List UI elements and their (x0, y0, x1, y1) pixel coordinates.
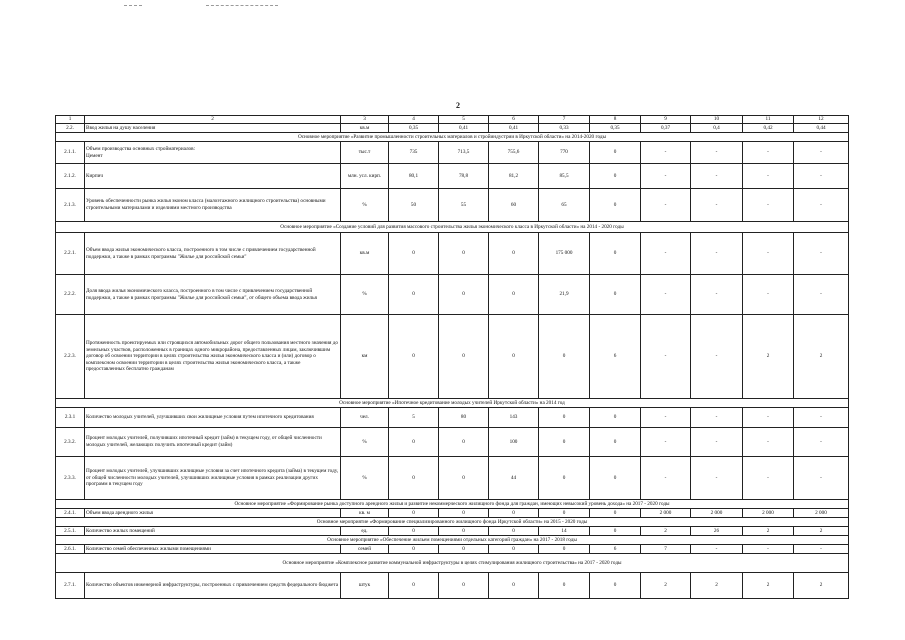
value-cell: - (691, 233, 743, 275)
row-number: 2.4.1. (56, 509, 85, 518)
value-cell: - (743, 428, 794, 457)
section-title: Основное мероприятие «Формирование рынка доступного арендного жилья и развитие некоммерческого жилищного фонда для граждан, имеющих невысокий уровень дохода» на 2017 - 2020 годы (56, 500, 849, 509)
row-number: 2.1.2. (56, 164, 85, 189)
value-cell: 5 (389, 408, 439, 428)
value-cell: - (691, 315, 743, 399)
value-cell: - (743, 545, 794, 554)
value-cell: 0 (590, 164, 641, 189)
indicator-name: Кирпич (85, 164, 341, 189)
column-number-cell: 6 (489, 116, 539, 124)
value-cell: - (641, 428, 691, 457)
value-cell: - (691, 428, 743, 457)
table-row (56, 408, 849, 428)
value-cell: 2 (794, 527, 849, 536)
value-cell: 0 (439, 315, 489, 399)
value-cell: 0 (539, 428, 590, 457)
value-cell: 0 (489, 545, 539, 554)
value-cell: 60 (489, 189, 539, 222)
table-row (56, 315, 849, 399)
value-cell: - (691, 189, 743, 222)
value-cell: 2 (641, 527, 691, 536)
value-cell: 143 (489, 408, 539, 428)
value-cell: 0 (439, 545, 489, 554)
value-cell: - (794, 233, 849, 275)
table-row (56, 189, 849, 222)
indicator-name: Процент молодых учителей, улучшивших жилищные условия за счет ипотечного кредита (займа) в текущем году, от общей численности молодых учителей, улучшивших жилищные условия в рамках реализации других программ в текущем году (85, 457, 341, 500)
value-cell: 0 (439, 233, 489, 275)
value-cell: 6 (590, 315, 641, 399)
column-number-cell: 3 (341, 116, 389, 124)
unit-cell: чел. (341, 408, 389, 428)
section-row (56, 554, 849, 573)
column-number-row (56, 116, 849, 124)
row-number: 2.3.1 (56, 408, 85, 428)
indicators-table (55, 115, 849, 599)
row-number: 2.2.3. (56, 315, 85, 399)
unit-cell: млн. усл. кирп. (341, 164, 389, 189)
value-cell: 2 (794, 573, 849, 599)
row-number: 2.6.1. (56, 545, 85, 554)
value-cell: - (794, 545, 849, 554)
table-row (56, 457, 849, 500)
value-cell: - (641, 164, 691, 189)
section-row (56, 536, 849, 545)
value-cell: 735 (389, 142, 439, 164)
value-cell: 0 (439, 527, 489, 536)
value-cell: 0 (389, 275, 439, 315)
value-cell: - (641, 408, 691, 428)
value-cell: 0 (439, 275, 489, 315)
indicator-name: Количество семей обеспеченных жилыми помещениями (85, 545, 341, 554)
value-cell: 0 (590, 527, 641, 536)
value-cell: 85,5 (539, 164, 590, 189)
scan-mark-right (206, 5, 278, 6)
value-cell: 2 (743, 527, 794, 536)
value-cell: 0 (590, 142, 641, 164)
value-cell: 2 (743, 315, 794, 399)
value-cell: 0 (389, 509, 439, 518)
value-cell: 7 (641, 545, 691, 554)
value-cell: - (691, 142, 743, 164)
value-cell: 14 (539, 527, 590, 536)
value-cell: 0 (489, 315, 539, 399)
section-row (56, 399, 849, 408)
value-cell: - (794, 428, 849, 457)
row-number: 2.1.1. (56, 142, 85, 164)
value-cell: 0,41 (489, 124, 539, 133)
value-cell: 0 (539, 315, 590, 399)
column-number-cell: 10 (691, 116, 743, 124)
value-cell: 78,8 (439, 164, 489, 189)
value-cell: 0 (389, 457, 439, 500)
value-cell: - (794, 408, 849, 428)
value-cell: 2 (794, 315, 849, 399)
unit-cell: % (341, 457, 389, 500)
value-cell: 0,35 (590, 124, 641, 133)
value-cell: 0 (489, 509, 539, 518)
table-row (56, 527, 849, 536)
value-cell: - (641, 189, 691, 222)
table-row (56, 573, 849, 599)
row-number: 2.3.2. (56, 428, 85, 457)
unit-cell: тыс.т (341, 142, 389, 164)
value-cell: 0 (539, 457, 590, 500)
value-cell: - (743, 408, 794, 428)
value-cell: - (794, 164, 849, 189)
value-cell: 713,5 (439, 142, 489, 164)
page-number: 2 (456, 101, 460, 110)
column-number-cell: 1 (56, 116, 85, 124)
unit-cell: семей (341, 545, 389, 554)
value-cell: 0 (539, 573, 590, 599)
value-cell: 0 (439, 428, 489, 457)
value-cell: 0 (389, 527, 439, 536)
indicator-name: Объем ввода арендного жилья (85, 509, 341, 518)
section-row (56, 500, 849, 509)
value-cell: - (641, 233, 691, 275)
indicator-name: Количество молодых учителей, улучшивших свои жилищные условия путем ипотечного кредитования (85, 408, 341, 428)
section-title: Основное мероприятие «Создание условий для развития массового строительства жилья экономического класса в Иркутской области» на 2014 - 2020 годы (56, 222, 849, 233)
value-cell: - (794, 189, 849, 222)
value-cell: 2 000 (641, 509, 691, 518)
value-cell: 0 (389, 545, 439, 554)
value-cell: 2 (691, 573, 743, 599)
value-cell: - (641, 315, 691, 399)
unit-cell: штук (341, 573, 389, 599)
value-cell: 0 (489, 527, 539, 536)
value-cell: 0 (439, 573, 489, 599)
indicator-name: Количество жилых помещений (85, 527, 341, 536)
column-number-cell: 5 (439, 116, 489, 124)
value-cell: - (691, 408, 743, 428)
section-row (56, 222, 849, 233)
column-number-cell: 11 (743, 116, 794, 124)
value-cell: 0,44 (794, 124, 849, 133)
row-number: 2.2.1. (56, 233, 85, 275)
row-number: 2.1.3. (56, 189, 85, 222)
column-number-cell: 2 (85, 116, 341, 124)
value-cell: 2 (743, 573, 794, 599)
column-number-cell: 8 (590, 116, 641, 124)
table-row (56, 509, 849, 518)
value-cell: 80,1 (389, 164, 439, 189)
unit-cell: % (341, 275, 389, 315)
column-number-cell: 9 (641, 116, 691, 124)
indicator-name: Процент молодых учителей, получивших ипотечный кредит (займ) в текущем году, от общей численности молодых учителей, желающих получить ипотечный кредит (займ) (85, 428, 341, 457)
value-cell: - (691, 545, 743, 554)
unit-cell: % (341, 428, 389, 457)
column-number-cell: 4 (389, 116, 439, 124)
value-cell: 2 000 (794, 509, 849, 518)
indicator-name: Объем ввода жилья экономического класса, построенного в том числе с привлечением государственной поддержки, а также в рамках программы "Жилье для российской семьи" (85, 233, 341, 275)
value-cell: 0 (389, 573, 439, 599)
row-number: 2.2.2. (56, 275, 85, 315)
value-cell: 55 (439, 189, 489, 222)
value-cell: - (641, 275, 691, 315)
scan-mark-left (124, 5, 142, 6)
value-cell: 26 (691, 527, 743, 536)
value-cell: - (691, 457, 743, 500)
value-cell: 0 (590, 275, 641, 315)
value-cell: - (743, 164, 794, 189)
section-row (56, 518, 849, 527)
value-cell: 0,41 (439, 124, 489, 133)
value-cell: 6 (590, 545, 641, 554)
value-cell: 0 (590, 233, 641, 275)
value-cell: 2 000 (691, 509, 743, 518)
row-number: 2.2. (56, 124, 85, 133)
value-cell: 0 (590, 573, 641, 599)
value-cell: 100 (489, 428, 539, 457)
value-cell: 0 (590, 408, 641, 428)
section-title: Основное мероприятие «Обеспечение жильем помещениями отдельных категорий граждан» на 2017 - 2018 годы (56, 536, 849, 545)
unit-cell: км (341, 315, 389, 399)
indicator-name: Доля ввода жилья экономического класса, построенного в том числе с привлечением государственной поддержки, а также в рамках программы "Жилье для российской семьи", от общего объема ввода жилья (85, 275, 341, 315)
section-title: Основное мероприятие «Развитие промышленности строительных материалов и стройиндустрии в Иркутской области» на 2014-2020 годы (56, 133, 849, 142)
table-body (56, 116, 849, 599)
value-cell: - (691, 275, 743, 315)
value-cell: 0 (439, 457, 489, 500)
column-number-cell: 7 (539, 116, 590, 124)
value-cell: 0 (590, 189, 641, 222)
unit-cell: ед. (341, 527, 389, 536)
value-cell: 0 (489, 573, 539, 599)
row-number: 2.5.1. (56, 527, 85, 536)
table-row (56, 545, 849, 554)
value-cell: 81,2 (489, 164, 539, 189)
value-cell: 0 (389, 428, 439, 457)
indicator-name: Уровень обеспеченности рынка жилья эконом класса (малоэтажного жилищного строительства) основными строительными материалами и изделиями местного производства (85, 189, 341, 222)
value-cell: - (691, 164, 743, 189)
value-cell: - (641, 457, 691, 500)
value-cell: 0 (439, 509, 489, 518)
section-title: Основное мероприятие «Ипотечное кредитование молодых учителей Иркутской области» на 2014 год (56, 399, 849, 408)
value-cell: 65 (539, 189, 590, 222)
table-row (56, 164, 849, 189)
unit-cell: кв. м (341, 509, 389, 518)
value-cell: - (641, 142, 691, 164)
value-cell: 0 (539, 509, 590, 518)
value-cell: 80 (439, 408, 489, 428)
value-cell: 0,33 (539, 124, 590, 133)
value-cell: 0 (389, 315, 439, 399)
value-cell: - (743, 142, 794, 164)
value-cell: - (743, 457, 794, 500)
table-row (56, 233, 849, 275)
unit-cell: кв.м (341, 233, 389, 275)
unit-cell: кв.м (341, 124, 389, 133)
value-cell: 755,6 (489, 142, 539, 164)
value-cell: 0,37 (641, 124, 691, 133)
value-cell: 0,35 (389, 124, 439, 133)
value-cell: 2 (641, 573, 691, 599)
value-cell: 0 (489, 233, 539, 275)
value-cell: 0,4 (691, 124, 743, 133)
value-cell: 0,42 (743, 124, 794, 133)
value-cell: 2 000 (743, 509, 794, 518)
value-cell: 0 (489, 275, 539, 315)
indicator-name: Протяженность проектируемых или строящихся автомобильных дорог общего пользования местного значения до земельных участков, расположенных в границах одного микрорайона, предоставленных лицам, заключившим договор об освоении территории в целях строительства жилья экономического класса и (или) договор о комплексном освоении территории в целях строительства жилья экономического класса, а также предоставленных бесплатно гражданам (85, 315, 341, 399)
value-cell: 0 (590, 509, 641, 518)
value-cell: 0 (590, 428, 641, 457)
value-cell: - (794, 275, 849, 315)
table-row (56, 124, 849, 133)
indicator-name: Количество объектов инженерной инфраструктуры, построенных с привлечением средств федерального бюджета (85, 573, 341, 599)
section-row (56, 133, 849, 142)
column-number-cell: 12 (794, 116, 849, 124)
value-cell: 44 (489, 457, 539, 500)
value-cell: 50 (389, 189, 439, 222)
table-row (56, 142, 849, 164)
value-cell: - (794, 142, 849, 164)
value-cell: 770 (539, 142, 590, 164)
value-cell: - (743, 233, 794, 275)
table-row (56, 275, 849, 315)
value-cell: 21,9 (539, 275, 590, 315)
section-title: Основное мероприятие «Формирование специализированного жилищного фонда Иркутской области» на 2015 - 2020 годы (56, 518, 849, 527)
value-cell: 175 000 (539, 233, 590, 275)
value-cell: - (743, 189, 794, 222)
indicator-name: Объем производства основных стройматериалов: Цемент (85, 142, 341, 164)
value-cell: 0 (539, 408, 590, 428)
value-cell: 0 (539, 545, 590, 554)
value-cell: - (743, 275, 794, 315)
value-cell: - (794, 457, 849, 500)
unit-cell: % (341, 189, 389, 222)
value-cell: 0 (389, 233, 439, 275)
section-title: Основное мероприятие «Комплексное развитие коммунальной инфраструктуры в целях стимулирования жилищного строительства» на 2017 - 2020 годы (56, 554, 849, 573)
row-number: 2.3.3. (56, 457, 85, 500)
indicator-name: Ввод жилья на душу населения (85, 124, 341, 133)
table-row (56, 428, 849, 457)
value-cell: 0 (590, 457, 641, 500)
row-number: 2.7.1. (56, 573, 85, 599)
